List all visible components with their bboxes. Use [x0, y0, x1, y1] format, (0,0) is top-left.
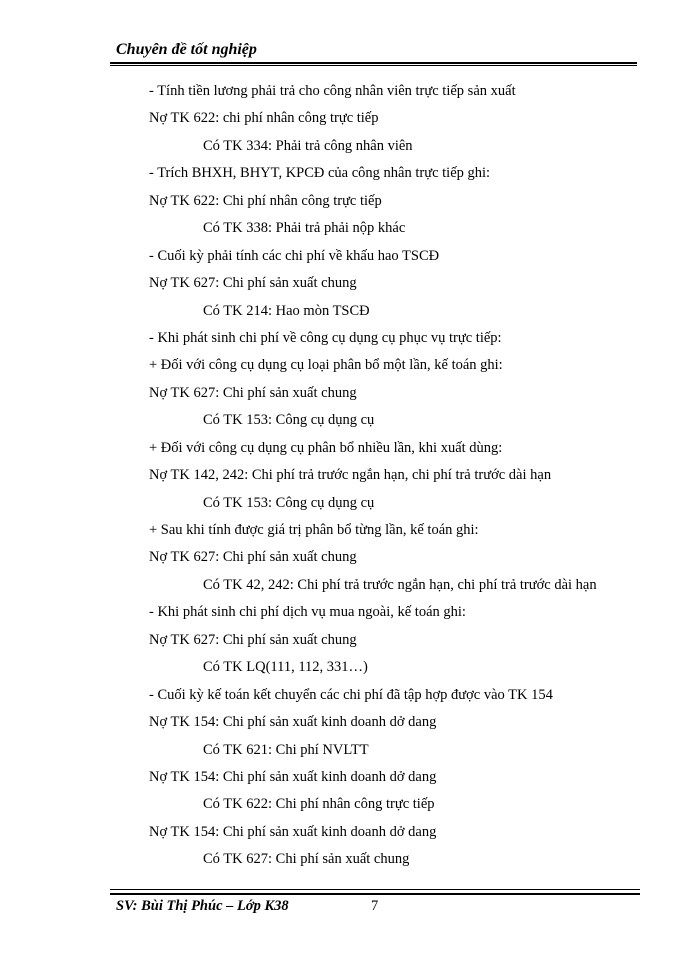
body-line: - Trích BHXH, BHYT, KPCĐ của công nhân trực tiếp ghi:: [149, 165, 491, 182]
body-line: Nợ TK 622: chi phí nhân công trực tiếp: [149, 110, 379, 127]
body-line: Có TK 621: Chi phí NVLTT: [203, 741, 369, 758]
header-title: Chuyên đề tốt nghiệp: [116, 41, 257, 58]
body-line: Có TK LQ(111, 112, 331…): [203, 659, 368, 676]
body-line: - Cuối kỳ kế toán kết chuyển các chi phí đã tập hợp được vào TK 154: [149, 686, 553, 703]
body-line: Có TK 338: Phải trả phải nộp khác: [203, 220, 406, 237]
header-rule-thin: [110, 65, 637, 66]
body-line: + Đối với công cụ dụng cụ loại phân bổ một lần, kế toán ghi:: [149, 357, 503, 374]
body-line: - Khi phát sinh chi phí dịch vụ mua ngoài, kế toán ghi:: [149, 604, 466, 621]
document-body: [0, 78, 700, 874]
footer-rule-thin: [110, 889, 640, 890]
page-number: 7: [371, 898, 379, 914]
body-line: - Cuối kỳ phải tính các chi phí về khấu hao TSCĐ: [149, 247, 440, 264]
body-line: Nợ TK 142, 242: Chi phí trả trước ngắn hạn, chi phí trả trước dài hạn: [149, 467, 552, 484]
body-line: Có TK 153: Công cụ dụng cụ: [203, 494, 375, 511]
body-line: Có TK 334: Phải trả công nhân viên: [203, 137, 413, 154]
footer-author: SV: Bùi Thị Phúc – Lớp K38: [116, 898, 289, 914]
header-rule: [110, 62, 637, 64]
body-line: Nợ TK 627: Chi phí sản xuất chung: [149, 384, 357, 401]
footer-rule: [110, 893, 640, 895]
body-line: Nợ TK 622: Chi phí nhân công trực tiếp: [149, 192, 382, 209]
body-line: - Tính tiền lương phải trả cho công nhân viên trực tiếp sản xuất: [149, 83, 516, 99]
body-line: Có TK 153: Công cụ dụng cụ: [203, 412, 375, 429]
body-line: Có TK 214: Hao mòn TSCĐ: [203, 302, 370, 319]
body-line: + Sau khi tính được giá trị phân bổ từng lần, kế toán ghi:: [149, 522, 479, 538]
body-line: Nợ TK 154: Chi phí sản xuất kinh doanh dở dang: [149, 823, 437, 840]
body-line: Nợ TK 154: Chi phí sản xuất kinh doanh dở dang: [149, 714, 437, 731]
body-line: - Khi phát sinh chi phí về công cụ dụng cụ phục vụ trực tiếp:: [149, 329, 502, 346]
body-line: Nợ TK 154: Chi phí sản xuất kinh doanh dở dang: [149, 768, 437, 785]
body-line: Nợ TK 627: Chi phí sản xuất chung: [149, 631, 357, 648]
body-line: Có TK 627: Chi phí sản xuất chung: [203, 851, 410, 868]
body-line: + Đối với công cụ dụng cụ phân bổ nhiều lần, khi xuất dùng:: [149, 439, 503, 456]
body-line: Có TK 622: Chi phí nhân công trực tiếp: [203, 796, 435, 813]
body-line: Nợ TK 627: Chi phí sản xuất chung: [149, 275, 357, 292]
body-line: Có TK 42, 242: Chi phí trả trước ngắn hạn, chi phí trả trước dài hạn: [203, 576, 597, 593]
body-line: Nợ TK 627: Chi phí sản xuất chung: [149, 549, 357, 566]
